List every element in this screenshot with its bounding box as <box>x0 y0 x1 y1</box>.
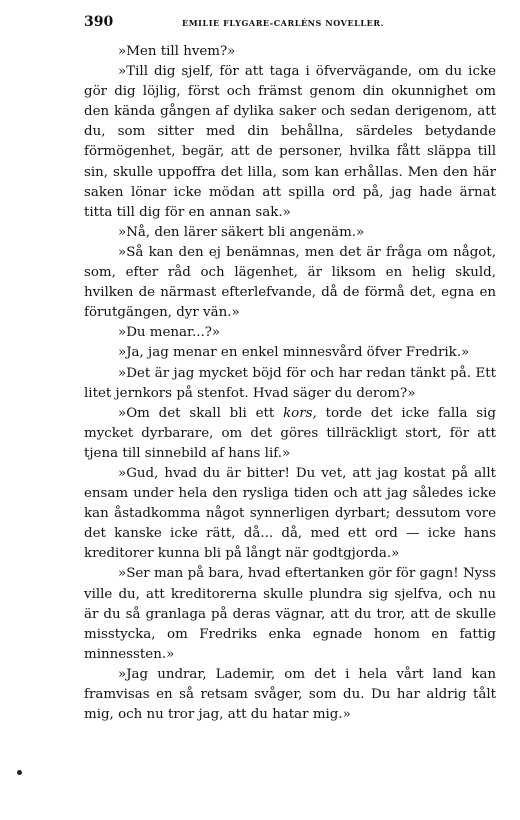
paragraph: »Ser man på bara, hvad eftertanken gör för gagn! Nyss ville du, att kreditorerna skulle plundra sig sjelfva, och nu är du så granlaga på deras vägnar, att du tror, att de skulle misstycka, om Fredriks enka egnade honom en fattig minnessten.» <box>84 566 496 662</box>
emphasized-word: kors, <box>283 405 317 421</box>
ink-speck <box>17 770 22 775</box>
paragraph: »Det är jag mycket böjd för och har redan tänkt på. Ett litet jernkors på stenfot. Hvad säger du derom?» <box>84 365 496 401</box>
paragraph: »Men till hvem?» <box>118 44 236 59</box>
paragraph: »Du menar...?» <box>118 325 221 341</box>
paragraph: »Nå, den lärer säkert bli angenäm.» <box>118 224 365 240</box>
paragraph: »Så kan den ej benämnas, men det är fråga om något, som, efter råd och lägenhet, är liksom en helig skuld, hvilken de närmast efterlefvande, då de förmå det, egna en förutgängen, dyr vän.» <box>84 244 496 321</box>
paragraph: »Jag undrar, Lademir, om det i hela vårt land kan framvisas en så retsam svåger, som du. Du har aldrig tålt mig, och nu tror jag, att du hatar mig.» <box>84 666 496 723</box>
page-number: 390 <box>84 14 114 30</box>
paragraph-text: torde det icke falla sig mycket dyrbarare, om det göres tillräckligt stort, för att tjena till sinnebild af hans lif.» <box>84 405 496 461</box>
paragraph-text: »Om det skall bli ett <box>118 405 284 421</box>
paragraph: »Ja, jag menar en enkel minnesvård öfver Fredrik.» <box>118 345 470 361</box>
paragraph <box>84 404 496 464</box>
page-header <box>84 14 496 34</box>
paragraph: »Gud, hvad du är bitter! Du vet, att jag kostat på allt ensam under hela den rysliga tiden och att jag således icke kan åstadkomma något synnerligen dyrbart; dessutom vore det kanske icke rätt, då... då, med ett ord — icke hans kreditorer kunna bli på långt när godtgjorda.» <box>84 465 496 562</box>
book-page <box>84 14 496 725</box>
paragraph: »Till dig sjelf, för att taga i öfvervägande, om du icke gör dig löjlig, först och främst genom din okunnighet om den kända gången af dylika saker och sedan derigenom, att du, som sitter med din behållna, särdeles betydande förmögenhet, begär, att de personer, hvilka fått släppa till sin, skulle uppoffra det lilla, som kan erhållas. Men den här saken lönar icke mödan att spilla ord på, jag hade ärnat titta till dig för en annan sak.» <box>84 64 496 220</box>
body-text <box>84 42 496 725</box>
running-head: EMILIE FLYGARE-CARLÉNS NOVELLER. <box>182 18 384 28</box>
